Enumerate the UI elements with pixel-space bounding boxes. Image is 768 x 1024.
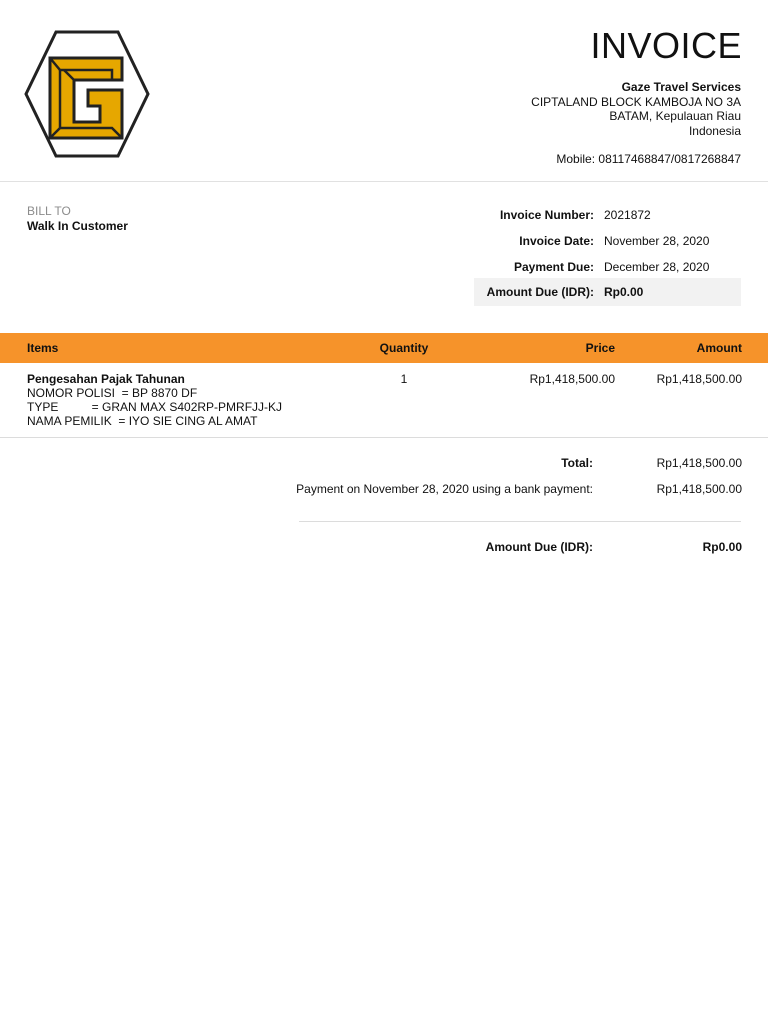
- meta-label: Amount Due (IDR):: [486, 285, 594, 299]
- total-label: Total:: [561, 456, 593, 470]
- company-info: [531, 80, 741, 167]
- company-logo: [24, 30, 150, 158]
- amount-due-row: [272, 540, 742, 558]
- company-address-line2: BATAM, Kepulauan Riau: [609, 109, 741, 123]
- amount-due-label: Amount Due (IDR):: [485, 540, 593, 554]
- payment-row: [272, 482, 742, 500]
- company-country: Indonesia: [688, 123, 741, 138]
- header-amount: Amount: [696, 341, 742, 355]
- meta-label: Payment Due:: [513, 260, 594, 274]
- bill-to: [27, 204, 128, 234]
- header-quantity: Quantity: [379, 341, 429, 355]
- payment-value: Rp1,418,500.00: [656, 482, 742, 496]
- item-amount: Rp1,418,500.00: [656, 372, 742, 386]
- item-detail-line: TYPE = GRAN MAX S402RP-PMRFJJ-KJ: [27, 400, 283, 414]
- items-table-header: [0, 333, 768, 363]
- totals-divider: [299, 521, 741, 522]
- meta-row-invoice-number: [474, 202, 741, 228]
- invoice-meta: [474, 202, 741, 306]
- items-divider: [0, 437, 768, 438]
- item-detail-line: NOMOR POLISI = BP 8870 DF: [27, 386, 198, 400]
- payment-label: Payment on November 28, 2020 using a bank payment:: [296, 482, 593, 496]
- meta-value: November 28, 2020: [604, 234, 710, 248]
- invoice-title: INVOICE: [590, 25, 742, 66]
- item-price: Rp1,418,500.00: [529, 372, 615, 386]
- table-row: [0, 372, 768, 432]
- total-value: Rp1,418,500.00: [656, 456, 742, 470]
- bill-to-customer: Walk In Customer: [27, 219, 128, 233]
- meta-row-payment-due: [474, 254, 741, 280]
- meta-value: 2021872: [604, 208, 651, 222]
- meta-value: Rp0.00: [604, 285, 644, 299]
- company-name: Gaze Travel Services: [621, 80, 741, 94]
- meta-label: Invoice Date:: [519, 234, 594, 248]
- bill-to-label: BILL TO: [27, 204, 71, 218]
- company-mobile: Mobile: 08117468847/0817268847: [556, 152, 741, 166]
- company-address-line1: CIPTALAND BLOCK KAMBOJA NO 3A: [531, 94, 741, 109]
- item-description: [27, 372, 282, 428]
- header-divider: [0, 181, 768, 182]
- amount-due-value: Rp0.00: [702, 540, 742, 554]
- meta-label: Invoice Number:: [499, 208, 594, 222]
- total-row: [272, 456, 742, 474]
- item-detail-line: NAMA PEMILIK = IYO SIE CING AL AMAT: [27, 414, 258, 428]
- gaze-g-logo-icon: [24, 30, 150, 158]
- header-items: Items: [27, 341, 59, 355]
- meta-value: December 28, 2020: [604, 260, 710, 274]
- item-quantity: 1: [400, 372, 408, 386]
- item-title: Pengesahan Pajak Tahunan: [27, 372, 185, 386]
- meta-row-amount-due: [474, 278, 741, 306]
- header-price: Price: [585, 341, 615, 355]
- meta-row-invoice-date: [474, 228, 741, 254]
